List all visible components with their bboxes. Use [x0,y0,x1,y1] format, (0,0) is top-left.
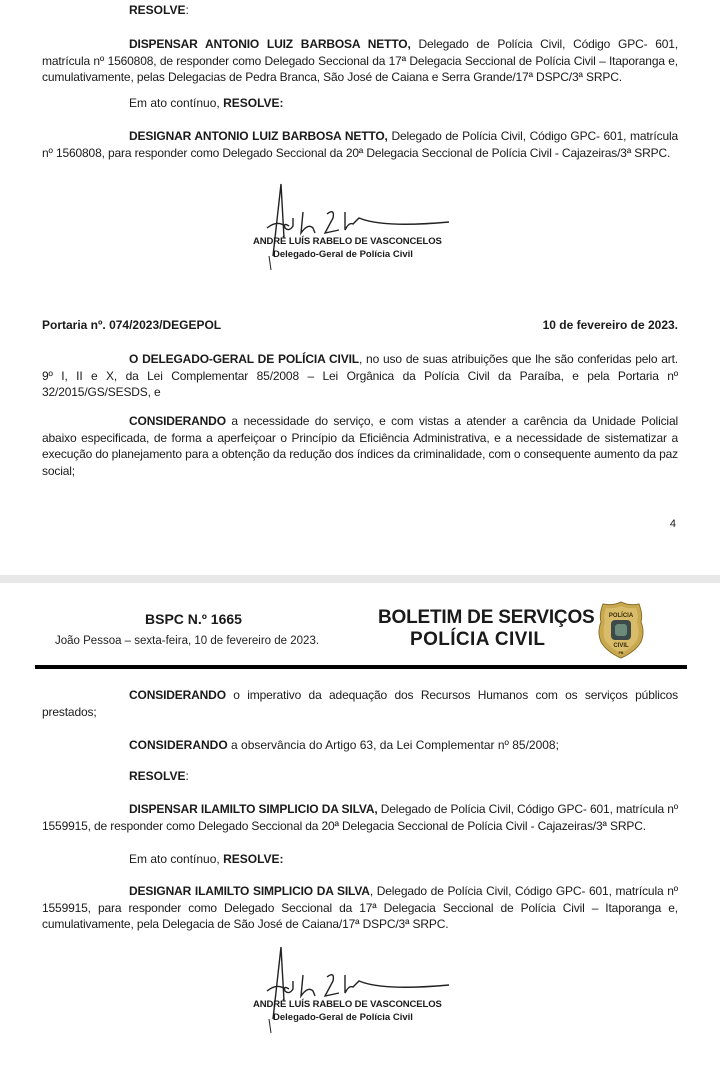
dispensar-paragraph-1: DISPENSAR ANTONIO LUIZ BARBOSA NETTO, Delegado de Polícia Civil, Código GPC- 601, matrícula nº 1560808, de responder como Delegado Seccional da 17ª Delegacia Seccional de Polícia Civil – Itaporanga e, cumulativamente, pelas Delegacias de Pedra Branca, São José de Caiana e Serra Grande/17ª DSPC/3ª SRPC. [42,37,679,84]
signatory-name: ANDRÉ LUÍS RABELO DE VASCONCELOS [253,999,442,1010]
considerando-paragraph-3: CONSIDERANDO a observância do Artigo 63, da Lei Complementar nº 85/2008; [129,738,559,752]
resolve-heading-1: RESOLVE: [129,3,189,17]
signatory-role: Delegado-Geral de Polícia Civil [273,249,413,260]
signature-block-1 [253,178,513,278]
police-badge-icon [595,600,647,660]
bulletin-city-date: João Pessoa – sexta-feira, 10 de fevereiro de 2023. [55,635,320,647]
page-separator [0,575,720,583]
considerando-paragraph-2: CONSIDERANDO o imperativo da adequação dos Recursos Humanos com os serviços públicos prestados; [42,688,678,719]
considerando-paragraph-1: CONSIDERANDO a necessidade do serviço, e com vistas a atender a carência da Unidade Policial abaixo especificada, de forma a aperfeiçoar o Princípio da Eficiência Administrativa, e a necessidade de sistematizar a execução do planejamento para a obtenção da redução dos índices da criminalidade, com o consequente aumento da paz social; [42,414,678,478]
svg-text:PB: PB [618,651,624,655]
em-ato-continuo-2: Em ato contínuo, RESOLVE: [129,852,284,866]
em-ato-continuo-1: Em ato contínuo, RESOLVE: [129,96,284,110]
bulletin-subtitle: POLÍCIA CIVIL [410,629,546,650]
signatory-role: Delegado-Geral de Polícia Civil [273,1012,413,1023]
portaria-date: 10 de fevereiro de 2023. [542,318,678,332]
document-page-2 [0,583,720,1066]
page-number: 4 [669,518,676,530]
signatory-name: ANDRÉ LUÍS RABELO DE VASCONCELOS [253,236,442,247]
portaria-number: Portaria nº. 074/2023/DEGEPOL [42,318,222,332]
svg-text:CIVIL: CIVIL [613,643,629,649]
designar-paragraph-1: DESIGNAR ANTONIO LUIZ BARBOSA NETTO, Delegado de Polícia Civil, Código GPC- 601, matrícula nº 1560808, para responder como Delegado Seccional da 20ª Delegacia Seccional de Polícia Civil - Cajazeiras/3ª SRPC. [42,129,679,160]
svg-text:POLÍCIA: POLÍCIA [608,613,634,619]
handwritten-signature-icon [253,178,513,278]
bulletin-number: BSPC N.º 1665 [145,611,242,627]
preambulo-paragraph: O DELEGADO-GERAL DE POLÍCIA CIVIL, no uso de suas atribuições que lhe são conferidas pelo art. 9º I, II e X, da Lei Complementar 85/2008 – Lei Orgânica da Polícia Civil da Paraíba, e pela Portaria nº 32/2015/GS/SESDS, e [42,352,678,399]
bulletin-title: BOLETIM DE SERVIÇOS [378,607,595,628]
signature-block-2 [253,941,513,1041]
designar-paragraph-2: DESIGNAR ILAMILTO SIMPLICIO DA SILVA, Delegado de Polícia Civil, Código GPC- 601, matrícula nº 1559915, para responder como Delegado Seccional da 17ª Delegacia Seccional de Polícia Civil – Itaporanga e, cumulativamente, pela Delegacia de São José de Caiana/17ª DSPC/3ª SRPC. [42,884,678,931]
header-rule [35,665,687,669]
dispensar-paragraph-2: DISPENSAR ILAMILTO SIMPLICIO DA SILVA, Delegado de Polícia Civil, Código GPC- 601, matrícula nº 1559915, de responder como Delegado Seccional da 20ª Delegacia Seccional de Polícia Civil - Cajazeiras/3ª SRPC. [42,802,678,833]
resolve-heading-2: RESOLVE: [129,769,189,783]
handwritten-signature-icon [253,941,513,1041]
